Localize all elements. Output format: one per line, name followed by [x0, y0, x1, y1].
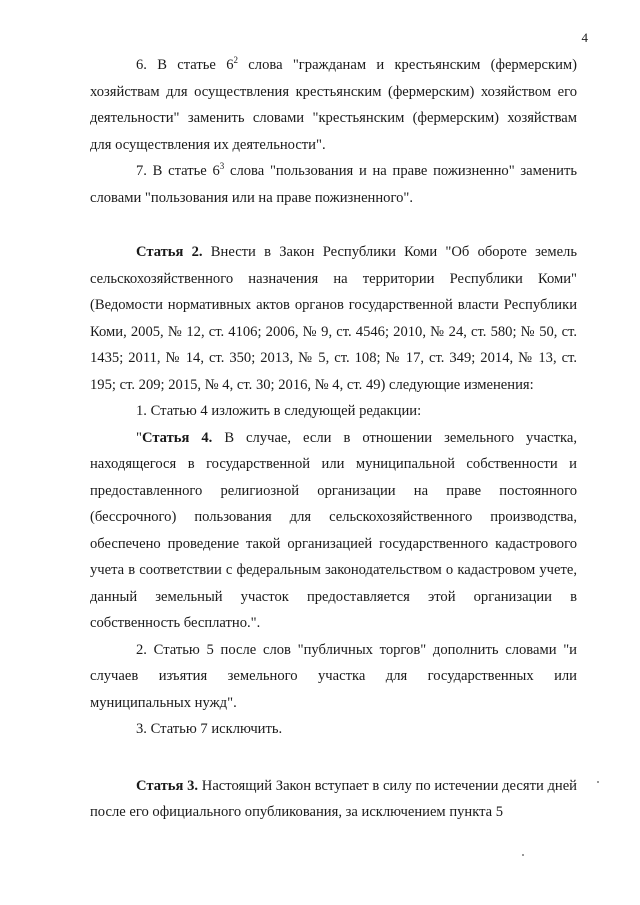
document-body — [90, 52, 577, 826]
item-6-text: слова "гражданам и крестьянским (фермерским) хозяйствам для осуществления крестьянским (фермерским) хозяйством его деятельности" заменить словами "крестьянским (фермерским) хозяйствам для осуществления их деятельности". — [90, 57, 577, 153]
article-4-text: В случае, если в отношении земельного участка, находящегося в государственной или муниципальной собственности и предоставленного религиозной организации на праве постоянного (бессрочного) пользования для сельскохозяйственного производства, обеспечено проведение такой организацией государственного кадастрового учета в соответствии с федеральным законодательством о кадастровом учете, данный земельный участок предоставляется этой организации в собственность бесплатно.". — [90, 429, 577, 631]
article-4-new-text — [90, 425, 577, 637]
article-3-text: Настоящий Закон вступает в силу по истечении десяти дней после его официального опубликования, за исключением пункта 5 — [90, 777, 577, 820]
scan-speck — [597, 781, 599, 783]
quote-open: " — [136, 429, 142, 446]
scan-speck — [522, 854, 524, 856]
article-3-paragraph — [90, 773, 577, 826]
article-2-text: Внести в Закон Республики Коми "Об обороте земель сельскохозяйственного назначения на территории Республики Коми" (Ведомости нормативных актов органов государственной власти Республики Коми, 2005, № 12, ст. 4106; 2006, № 9, ст. 4546; 2010, № 24, ст. 580; № 50, ст. 1435; 2011, № 14, ст. 350; 2013, № 5, ст. 108; № 17, ст. 349; 2014, № 13, ст. 195; ст. 209; 2015, № 4, ст. 30; 2016, № 4, ст. 49) следующие изменения: — [90, 244, 577, 393]
item-7-paragraph — [90, 158, 577, 211]
page-number: 4 — [581, 30, 588, 45]
item-6-superscript: 2 — [233, 55, 239, 66]
item-6-lead: 6. В статье 6 — [136, 57, 234, 73]
article-4-heading: Статья 4. — [141, 429, 213, 446]
item-7-lead: 7. В статье 6 — [136, 163, 220, 179]
article-2-paragraph — [90, 239, 577, 398]
item-7-superscript: 3 — [219, 161, 225, 172]
article-3-heading: Статья 3. — [136, 777, 199, 794]
article-2-point-3: 3. Статью 7 исключить. — [136, 721, 283, 737]
article-2-heading: Статья 2. — [136, 244, 203, 260]
item-6-paragraph — [90, 52, 577, 158]
article-2-point-2: 2. Статью 5 после слов "публичных торгов" дополнить словами "и случаев изъятия земельного участка для государственных или муниципальных нужд". — [90, 641, 577, 711]
item-7-text: слова "пользования и на праве пожизненно" заменить словами "пользования или на праве пожизненного". — [90, 163, 577, 206]
article-2-point-1: 1. Статью 4 изложить в следующей редакции: — [136, 403, 422, 419]
